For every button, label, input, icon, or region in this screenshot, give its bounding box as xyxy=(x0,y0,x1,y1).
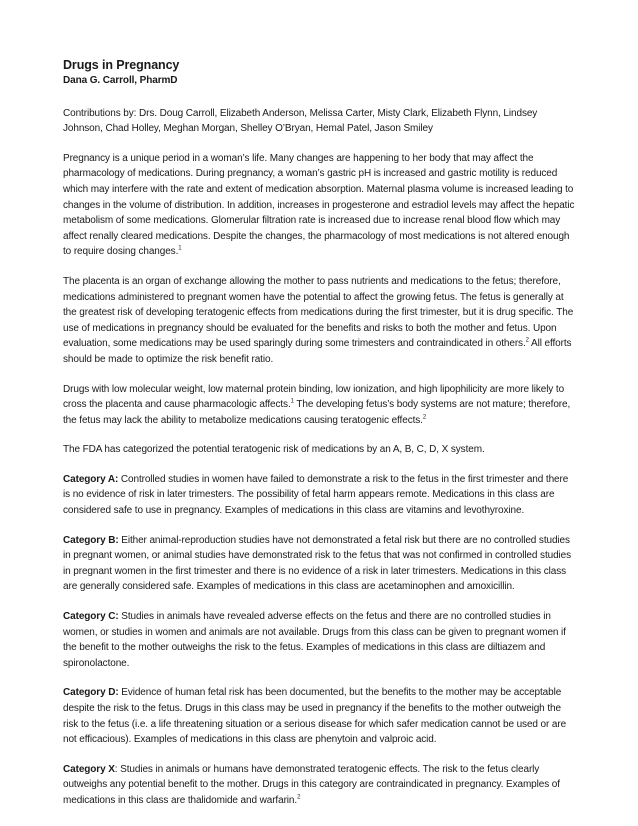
reference-marker: 1 xyxy=(178,246,182,253)
reference-marker: 2 xyxy=(422,414,427,421)
category-text: : Studies in animals or humans have demonstrated teratogenic effects. The risk to the fetus clearly outweighs any potential benefit to the mother. Drugs in this category are contraindicated in pregnancy. Examples of medications in this class are thalidomide and warfarin. xyxy=(63,763,560,806)
reference-marker: 2 xyxy=(297,794,301,801)
document-title: Drugs in Pregnancy xyxy=(63,58,180,72)
paragraph-drug-properties xyxy=(63,382,576,429)
category-label: Category B: xyxy=(63,534,119,546)
paragraph-text: All efforts should be made to optimize the risk benefit ratio. xyxy=(63,338,572,365)
paragraph-pregnancy-changes xyxy=(63,151,576,260)
paragraph-fda-system: The FDA has categorized the potential teratogenic risk of medications by an A, B, C, D, X system. xyxy=(63,444,485,456)
category-a-paragraph xyxy=(63,472,576,519)
category-label: Category A: xyxy=(63,473,119,485)
category-c-paragraph xyxy=(63,609,576,671)
category-text: Evidence of human fetal risk has been documented, but the benefits to the mother may be acceptable despite the risk to the fetus. Drugs in this class may be used in pregnancy if the benefits to the mother outweigh the risk to the fetus (i.e. a life threatening situation or a serious disease for which safer medication cannot be used or are not efficacious). Examples of medications in this class are phenytoin and valproic acid. xyxy=(63,687,567,746)
contributions-paragraph: Contributions by: Drs. Doug Carroll, Elizabeth Anderson, Melissa Carter, Misty Clark, Elizabeth Flynn, Lindsey Johnson, Chad Holley, Meghan Morgan, Shelley O’Bryan, Hemal Patel, Jason Smiley xyxy=(63,107,538,135)
category-b-paragraph xyxy=(63,533,576,595)
category-text: Controlled studies in women have failed to demonstrate a risk to the fetus in the first trimester and there is no evidence of risk in later trimesters. The possibility of fetal harm appears remote. Medications in this class are considered safe to use in pregnancy. Examples of medications in this class are vitamins and levothyroxine. xyxy=(63,473,569,517)
paragraph-text: The placenta is an organ of exchange allowing the mother to pass nutrients and medications to the fetus; therefore, medications administered to pregnant women have the potential to affect the growing fetus. The fetus is generally at the greatest risk of developing teratogenic effects from medications during the first trimester, but it is drug specific. The use of medications in pregnancy should be evaluated for the benefits and risks to both the mother and fetus. Upon evaluation, some medications may be used sparingly during some trimesters and contraindicated in others. xyxy=(63,275,574,350)
document-author: Dana G. Carroll, PharmD xyxy=(63,75,178,86)
paragraph-text: Drugs with low molecular weight, low maternal protein binding, low ionization, and high lipophilicity are more likely to cross the placenta and cause pharmacologic affects. xyxy=(63,383,565,411)
category-label: Category C: xyxy=(63,611,119,623)
category-x-paragraph xyxy=(63,762,576,809)
paragraph-text: Pregnancy is a unique period in a woman’s life. Many changes are happening to her body that may affect the pharmacology of medications. During pregnancy, a woman’s gastric pH is increased and gastric motility is reduced which may interfere with the rate and extent of medication absorption. Maternal plasma volume is increased leading to changes in the volume of distribution. In addition, increases in progesterone and estradiol levels may affect the hepatic metabolism of some medications. Glomerular filtration rate is increased due to increase renal blood flow which may affect renally cleared medications. Despite the changes, the pharmacology of most medications is not altered enough to require dosing changes. xyxy=(63,152,575,258)
reference-marker: 2 xyxy=(525,337,529,344)
paragraph-text: The developing fetus’s body systems are not mature; therefore, the fetus may lack the ability to metabolize medications causing teratogenic effects. xyxy=(63,399,571,426)
category-label: Category X xyxy=(63,763,115,775)
category-text: Studies in animals have revealed adverse effects on the fetus and there are no controlled studies in women, or studies in women and animals are not available. Drugs from this class can be given to pregnant women if the benefit to the mother outweighs the risk to the fetus. Examples of medications in this class are diltiazem and spironolactone. xyxy=(63,611,566,669)
paragraph-placenta xyxy=(63,274,576,368)
category-d-paragraph xyxy=(63,685,576,747)
category-text: Either animal-reproduction studies have not demonstrated a fetal risk but there are no controlled studies in pregnant women, or animal studies have demonstrated risk to the fetus that was not confirmed in controlled studies in pregnant women in the first trimester and there is no evidence of a risk in later trimesters. Medications in this class are generally considered safe. Examples of medications in this class are acetaminophen and amoxicillin. xyxy=(63,534,572,593)
reference-marker: 1 xyxy=(290,398,294,405)
category-label: Category D: xyxy=(63,687,119,699)
